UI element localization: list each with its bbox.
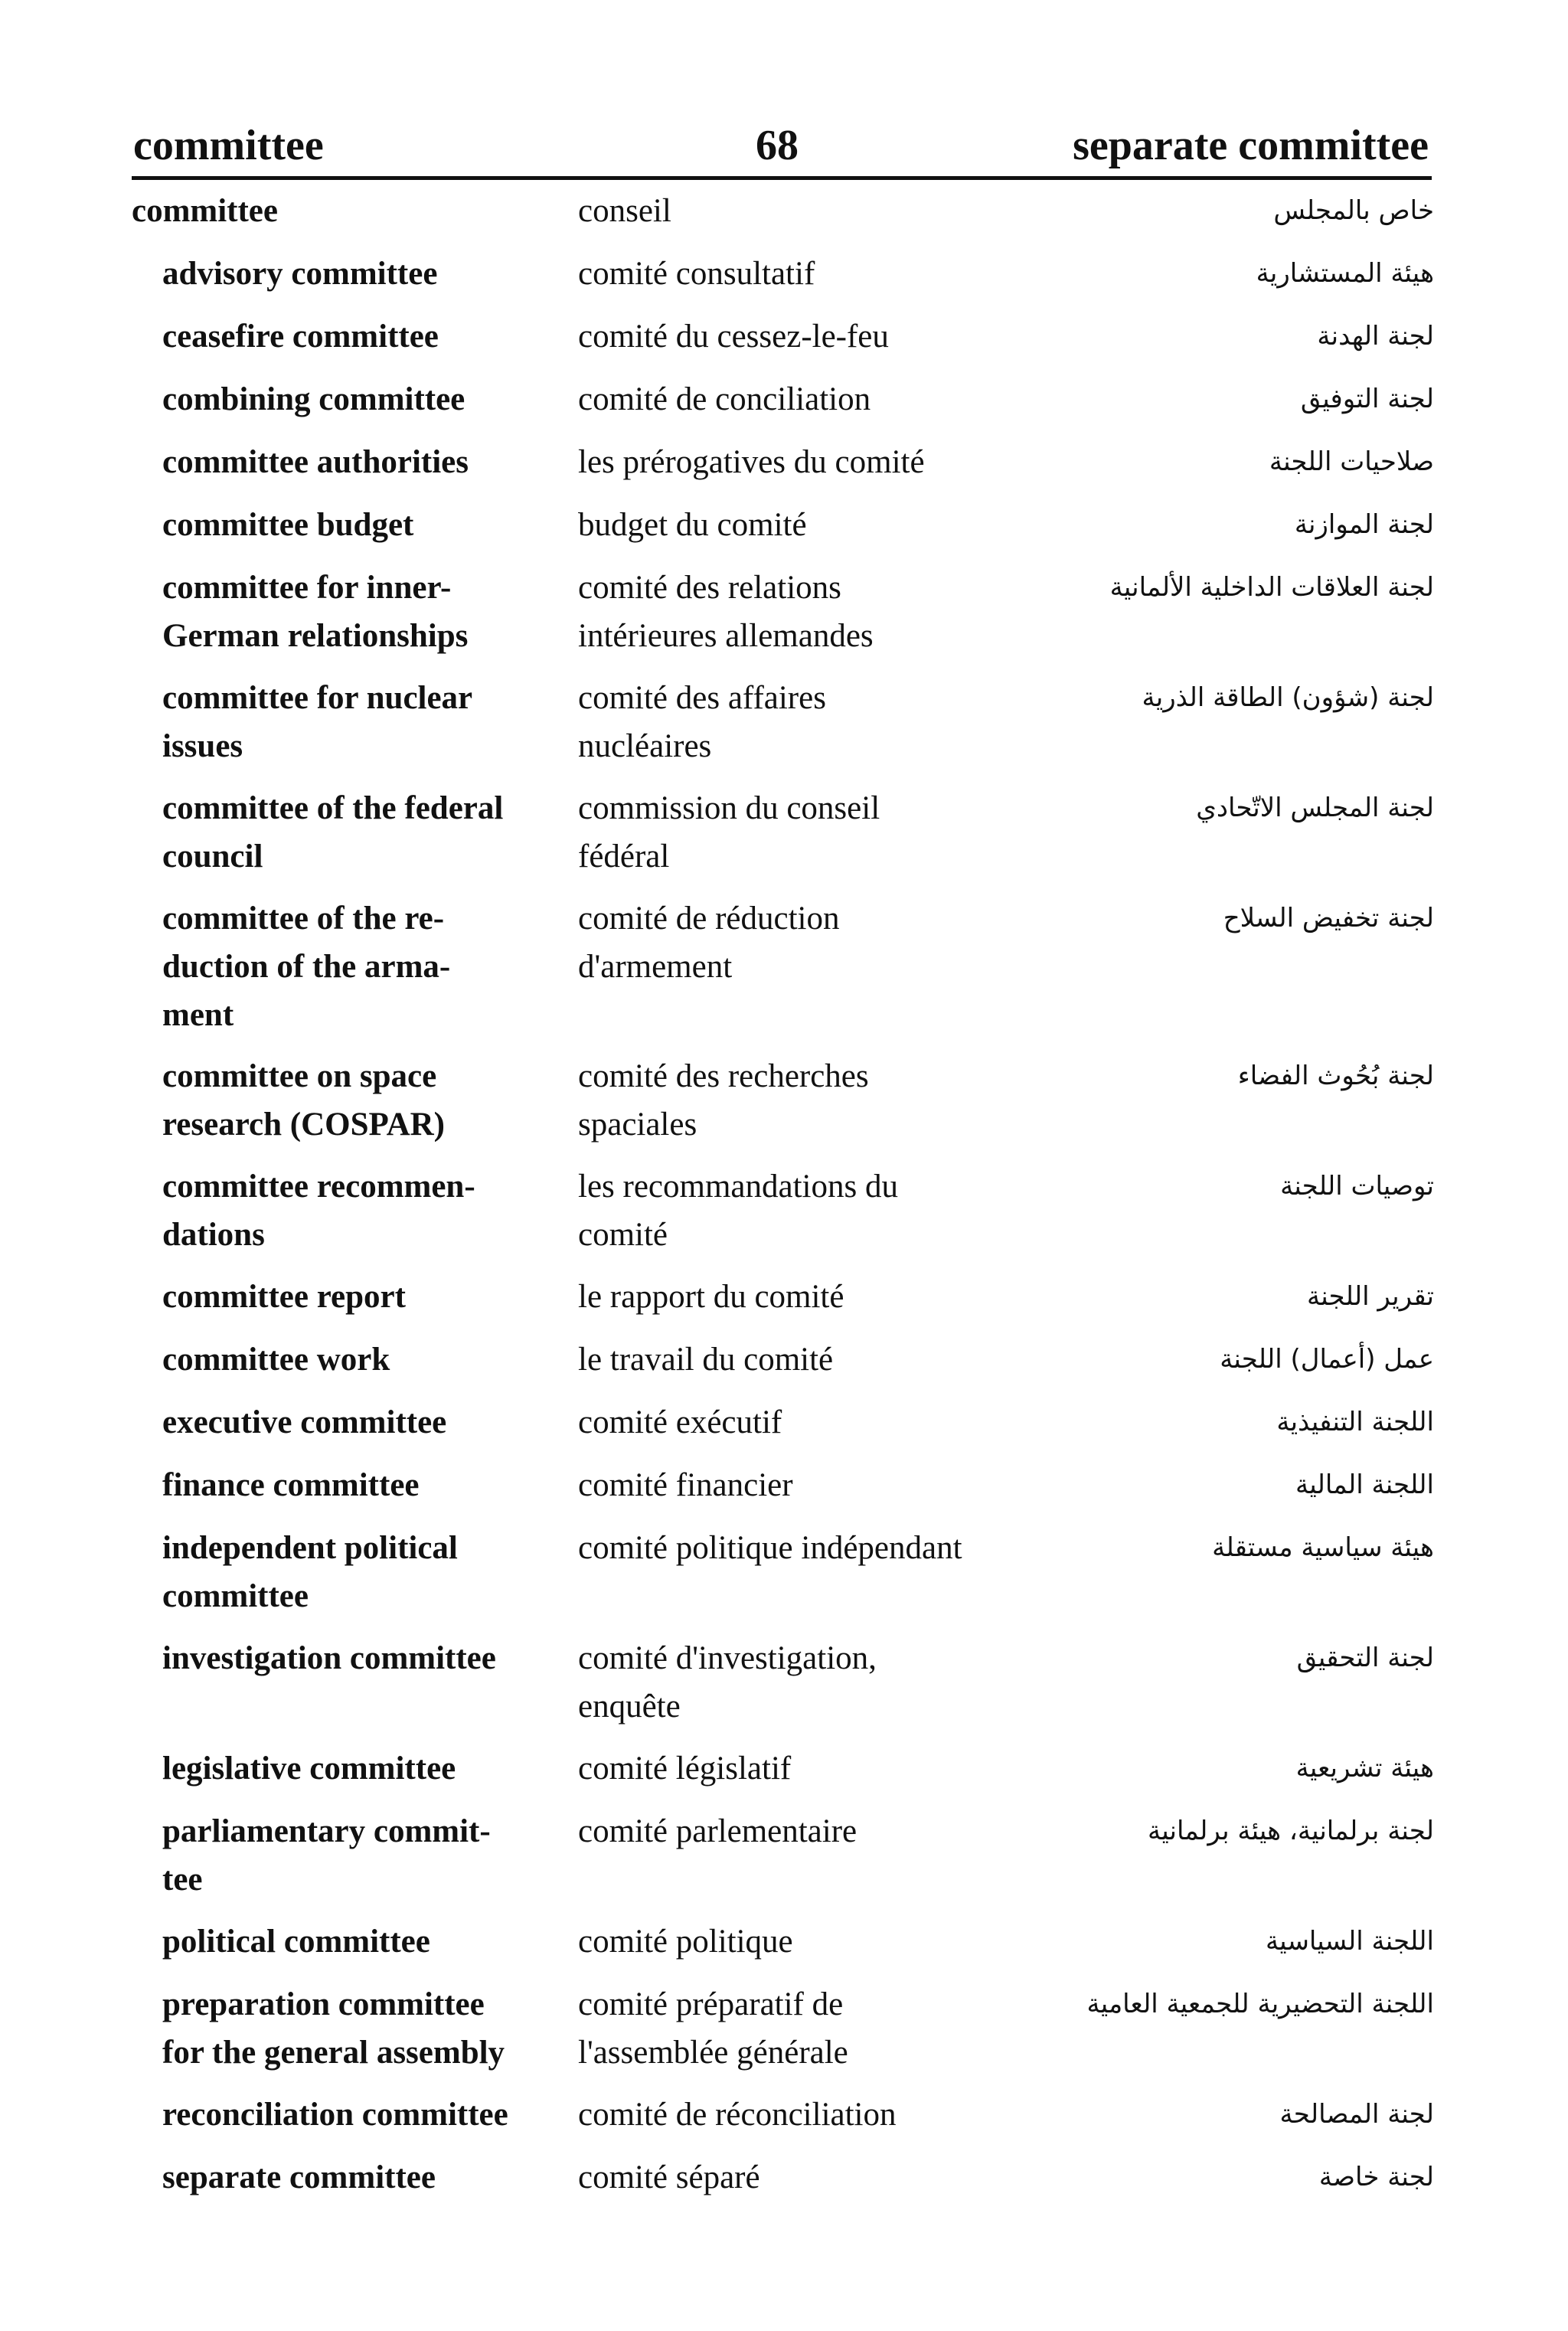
entry-row — [0, 564, 1568, 674]
entry-row — [0, 1052, 1568, 1162]
french-term: comité des affaires nucléaires — [578, 680, 826, 764]
english-term: committee for inner- German relationships — [162, 570, 469, 654]
arabic-term: لجنة بُحُوث الفضاء — [1237, 1061, 1434, 1091]
arabic-term: لجنة العلاقات الداخلية الألمانية — [1109, 572, 1434, 603]
french-term: comité exécutif — [578, 1404, 782, 1440]
english-term: committee budget — [162, 507, 414, 543]
french-term: comité financier — [578, 1467, 793, 1503]
french-term: comité consultatif — [578, 256, 815, 292]
entry-list — [0, 187, 1568, 2216]
entry-row — [0, 1807, 1568, 1917]
arabic-term: لجنة التحقيق — [1296, 1643, 1434, 1673]
french-term: le rapport du comité — [578, 1279, 844, 1315]
french-term: comité d'investigation, enquête — [578, 1640, 877, 1725]
arabic-term: لجنة الموازنة — [1294, 509, 1434, 540]
english-term: committee — [132, 193, 278, 229]
entry-row — [0, 894, 1568, 1052]
french-term: comité législatif — [578, 1751, 792, 1787]
entry-row — [0, 438, 1568, 501]
arabic-term: هيئة المستشارية — [1256, 258, 1434, 289]
entry-row — [0, 1398, 1568, 1461]
entry-row — [0, 1524, 1568, 1634]
arabic-term: لجنة برلمانية، هيئة برلمانية — [1148, 1816, 1434, 1846]
entry-row — [0, 1162, 1568, 1273]
english-term: legislative committee — [162, 1751, 456, 1787]
english-term: executive committee — [162, 1404, 447, 1440]
french-term: les recommandations du comité — [578, 1169, 898, 1253]
entry-row — [0, 1336, 1568, 1398]
arabic-term: لجنة المجلس الاتّحادي — [1196, 793, 1434, 823]
arabic-term: عمل (أعمال) اللجنة — [1220, 1344, 1434, 1375]
arabic-term: خاص بالمجلس — [1273, 195, 1434, 226]
english-term: finance committee — [162, 1467, 420, 1503]
french-term: comité préparatif de l'assemblée générale — [578, 1986, 848, 2071]
french-term: conseil — [578, 193, 671, 229]
header-last-entry: separate committee — [1073, 122, 1429, 169]
french-term: les prérogatives du comité — [578, 444, 925, 480]
english-term: separate committee — [162, 2159, 436, 2195]
arabic-term: لجنة خاصة — [1318, 2162, 1434, 2192]
entry-row — [0, 1744, 1568, 1807]
entry-row — [0, 375, 1568, 438]
french-term: comité politique indépendant — [578, 1530, 962, 1566]
english-term: reconciliation committee — [162, 2097, 508, 2133]
english-term: committee report — [162, 1279, 406, 1315]
page-number: 68 — [756, 122, 799, 169]
english-term: committee authorities — [162, 444, 469, 480]
arabic-term: لجنة التوفيق — [1300, 384, 1434, 414]
entry-row — [0, 312, 1568, 375]
english-term: committee recommen- dations — [162, 1169, 475, 1253]
english-term: committee work — [162, 1342, 390, 1378]
arabic-term: تقرير اللجنة — [1307, 1281, 1434, 1312]
french-term: comité parlementaire — [578, 1813, 858, 1849]
entry-row — [0, 674, 1568, 784]
header-first-entry: committee — [133, 122, 324, 169]
french-term: budget du comité — [578, 507, 807, 543]
french-term: comité de réduction d'armement — [578, 901, 840, 985]
english-term: committee of the re- duction of the arma- ment — [162, 901, 451, 1033]
english-term: parliamentary commit- tee — [162, 1813, 491, 1898]
entry-row — [0, 250, 1568, 312]
page-header — [132, 115, 1432, 180]
arabic-term: توصيات اللجنة — [1280, 1171, 1434, 1201]
english-term: political committee — [162, 1924, 430, 1960]
english-term: ceasefire committee — [162, 319, 439, 355]
arabic-term: اللجنة السياسية — [1265, 1926, 1434, 1957]
arabic-term: اللجنة المالية — [1295, 1470, 1434, 1500]
french-term: comité politique — [578, 1924, 793, 1960]
french-term: comité des relations intérieures allemandes — [578, 570, 874, 654]
arabic-term: اللجنة التنفيذية — [1276, 1407, 1434, 1437]
arabic-term: هيئة سياسية مستقلة — [1212, 1532, 1434, 1563]
english-term: advisory committee — [162, 256, 438, 292]
entry-row — [0, 2153, 1568, 2216]
entry-row — [0, 1917, 1568, 1980]
arabic-term: اللجنة التحضيرية للجمعية العامية — [1086, 1989, 1434, 2019]
entry-row — [0, 187, 1568, 250]
english-term: committee on space research (COSPAR) — [162, 1058, 446, 1143]
entry-row — [0, 1273, 1568, 1336]
french-term: le travail du comité — [578, 1342, 834, 1378]
entry-row — [0, 2091, 1568, 2153]
french-term: comité de réconciliation — [578, 2097, 897, 2133]
french-term: comité du cessez-le-feu — [578, 319, 889, 355]
entry-row — [0, 1980, 1568, 2091]
french-term: commission du conseil fédéral — [578, 790, 880, 875]
arabic-term: لجنة (شؤون) الطاقة الذرية — [1142, 682, 1434, 713]
english-term: combining committee — [162, 381, 466, 417]
entry-row — [0, 1461, 1568, 1524]
french-term: comité séparé — [578, 2159, 760, 2195]
entry-row — [0, 1634, 1568, 1744]
french-term: comité de conciliation — [578, 381, 871, 417]
english-term: committee for nuclear issues — [162, 680, 473, 764]
arabic-term: هيئة تشريعية — [1295, 1753, 1434, 1783]
entry-row — [0, 501, 1568, 564]
english-term: investigation committee — [162, 1640, 496, 1676]
arabic-term: صلاحيات اللجنة — [1269, 446, 1434, 477]
english-term: preparation committee for the general assembly — [162, 1986, 505, 2071]
arabic-term: لجنة تخفيض السلاح — [1223, 903, 1434, 933]
french-term: comité des recherches spaciales — [578, 1058, 869, 1143]
entry-row — [0, 784, 1568, 894]
english-term: committee of the federal council — [162, 790, 504, 875]
english-term: independent political committee — [162, 1530, 458, 1614]
arabic-term: لجنة الهدنة — [1317, 321, 1434, 351]
arabic-term: لجنة المصالحة — [1279, 2099, 1434, 2130]
